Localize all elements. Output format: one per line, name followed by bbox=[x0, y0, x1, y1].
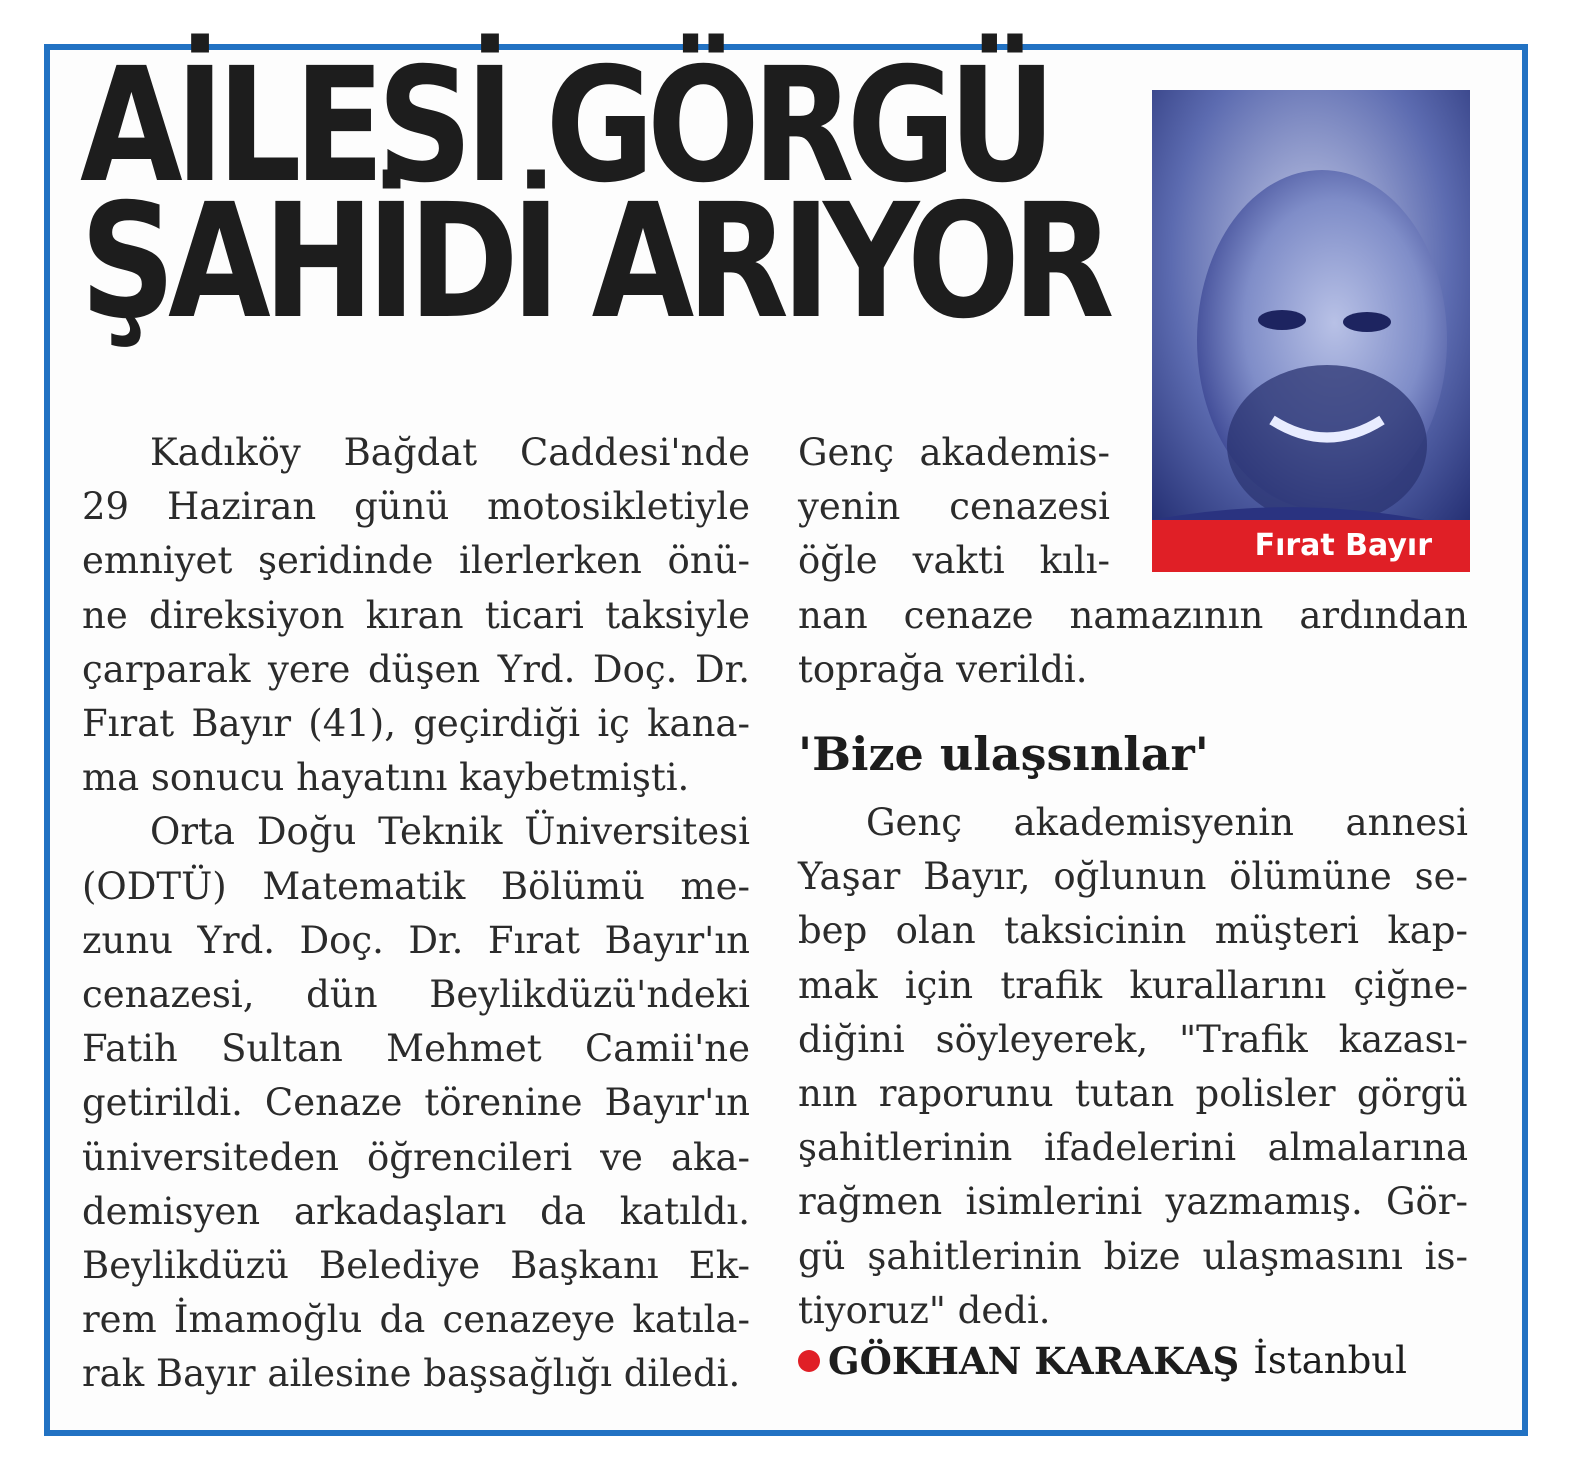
article-line: Genç akademis- bbox=[798, 431, 1110, 474]
article-line: yenin cenazesi bbox=[798, 485, 1110, 529]
article-line: Yaşar Bayır, oğlunun ölümüne se- bbox=[798, 855, 1468, 899]
article-line: nan cenaze namazının ardından bbox=[798, 593, 1468, 637]
article-line: getirildi. Cenaze törenine Bayır'ın bbox=[82, 1081, 750, 1125]
article-line: cenazesi, dün Beylikdüzü'ndeki bbox=[82, 973, 750, 1016]
byline-location: İstanbul bbox=[1253, 1339, 1407, 1382]
article-line: zunu Yrd. Doç. Dr. Fırat Bayır'ın bbox=[82, 918, 750, 962]
article-line: (ODTÜ) Matematik Bölümü me- bbox=[82, 864, 750, 908]
author-name: GÖKHAN KARAKAŞ bbox=[828, 1339, 1240, 1383]
article-line: 29 Haziran günü motosikletiyle bbox=[82, 485, 750, 529]
article-line: Genç akademisyenin annesi bbox=[866, 801, 1468, 844]
article-line: Kadıköy Bağdat Caddesi'nde bbox=[150, 431, 750, 474]
article-line: diğini söyleyerek, "Trafik kazası- bbox=[798, 1017, 1468, 1061]
article-line: Fatih Sultan Mehmet Camii'ne bbox=[82, 1027, 750, 1071]
article-line: emniyet şeridinde ilerlerken önü- bbox=[82, 539, 750, 583]
article-line: bep olan taksicinin müşteri kap- bbox=[798, 909, 1468, 953]
article-line: ma sonucu hayatını kaybetmişti. bbox=[82, 756, 690, 800]
article-line: çarparak yere düşen Yrd. Doç. Dr. bbox=[82, 647, 750, 691]
article-line: rak Bayır ailesine başsağlığı diledi. bbox=[82, 1352, 741, 1396]
article-line: nın raporunu tutan polisler görgü bbox=[798, 1072, 1468, 1115]
bullet-dot-icon bbox=[798, 1350, 820, 1372]
headline-line-2: ŞAHİDİ ARIYOR bbox=[80, 170, 1107, 354]
article-line: ne direksiyon kıran ticari taksiyle bbox=[82, 593, 750, 637]
article-line: Fırat Bayır (41), geçirdiği iç kana- bbox=[82, 702, 750, 745]
byline bbox=[798, 1338, 1468, 1384]
portrait-photo bbox=[1152, 90, 1470, 572]
article-line: Orta Doğu Teknik Üniversitesi bbox=[150, 810, 750, 854]
article-line: Beylikdüzü Belediye Başkanı Ek- bbox=[82, 1244, 750, 1287]
article-line: öğle vakti kılı- bbox=[798, 539, 1110, 583]
article-line: demisyen arkadaşları da katıldı. bbox=[82, 1189, 750, 1233]
article-line: üniversiteden öğrencileri ve aka- bbox=[82, 1135, 750, 1179]
subheading: 'Bize ulaşsınlar' bbox=[798, 727, 1209, 781]
article-line: şahitlerinin ifadelerini almalarına bbox=[798, 1126, 1468, 1170]
article-line: rem İmamoğlu da cenazeye katıla- bbox=[82, 1298, 750, 1342]
photo-caption: Fırat Bayır bbox=[1152, 520, 1470, 572]
portrait-image bbox=[1152, 90, 1470, 572]
article-line: rağmen isimlerini yazmamış. Gör- bbox=[798, 1180, 1468, 1224]
article-line: mak için trafik kurallarını çiğne- bbox=[798, 963, 1468, 1007]
headline-line-1: AİLESİ GÖRGÜ bbox=[80, 34, 1049, 218]
article-line: tiyoruz" dedi. bbox=[798, 1288, 1051, 1332]
headline bbox=[80, 34, 1107, 354]
article-line: toprağa verildi. bbox=[798, 647, 1088, 691]
article-line: gü şahitlerinin bize ulaşmasını is- bbox=[798, 1234, 1468, 1278]
